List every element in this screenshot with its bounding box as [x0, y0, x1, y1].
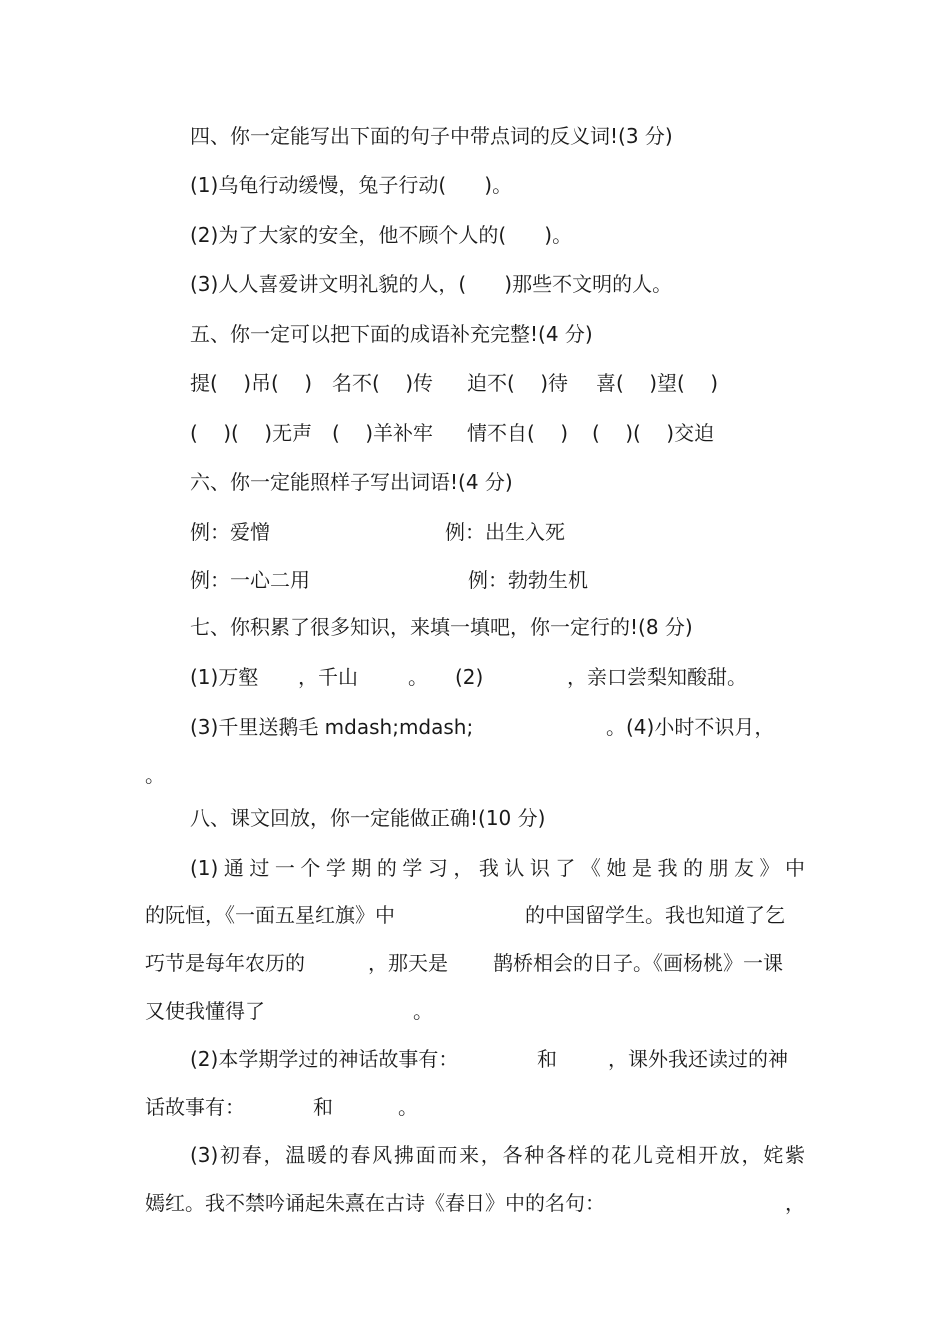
paragraph-segment: 的阮恒，《一面五星红旗》中 [145, 903, 395, 927]
fill-text: 。 [145, 763, 165, 787]
idiom-item: 迫不( )待 [467, 371, 569, 395]
fill-text: (3)千里送鹅毛 mdash;mdash; [190, 715, 474, 739]
section-6-title: 六、你一定能照样子写出词语!(4 分) [190, 470, 513, 494]
section-5-title: 五、你一定可以把下面的成语补充完整!(4 分) [190, 322, 593, 346]
section-7-title: 七、你积累了很多知识，来填一填吧，你一定行的!(8 分) [190, 615, 693, 639]
paragraph-segment: 。 [413, 999, 433, 1023]
paragraph-line: (1)通过一个学期的学习，我认识了《她是我的朋友》中 [190, 856, 805, 880]
paragraph-segment: 又使我懂得了 [145, 999, 265, 1023]
paragraph-segment: 和 [313, 1095, 333, 1119]
idiom-item: 情不自( ) [467, 421, 569, 445]
fill-text: ，千山 [298, 665, 358, 689]
fill-text: ，亲口尝梨知酸甜。 [567, 665, 747, 689]
paragraph-segment: 巧节是每年农历的 [145, 951, 305, 975]
fill-text: (1)万壑 [190, 665, 259, 689]
idiom-item: ( )( )交迫 [592, 421, 715, 445]
paragraph-segment: 。 [398, 1095, 418, 1119]
idiom-item: 名不( )传 [332, 371, 434, 395]
paragraph-segment: ，课外我还读过的神 [608, 1047, 788, 1071]
example-word: 例：一心二用 [190, 568, 310, 592]
section-4-question-3: (3)人人喜爱讲文明礼貌的人，( )那些不文明的人。 [190, 272, 673, 296]
paragraph-segment: 鹊桥相会的日子。《画杨桃》一课 [493, 951, 783, 975]
example-word: 例：出生入死 [445, 520, 565, 544]
section-4-question-1: (1)乌龟行动缓慢，兔子行动( )。 [190, 173, 513, 197]
paragraph-line: (3)初春，温暖的春风拂面而来，各种各样的花儿竞相开放，姹紫 [190, 1143, 805, 1167]
fill-text: 。(4)小时不识月， [606, 715, 775, 739]
paragraph-segment: 和 [537, 1047, 557, 1071]
example-word: 例：爱憎 [190, 520, 270, 544]
paragraph-segment: ，那天是 [368, 951, 448, 975]
example-word: 例：勃勃生机 [468, 568, 588, 592]
section-4-question-2: (2)为了大家的安全，他不顾个人的( )。 [190, 223, 573, 247]
section-4-title: 四、你一定能写出下面的句子中带点词的反义词!(3 分) [190, 124, 673, 148]
idiom-item: 提( )吊( ) [190, 371, 313, 395]
fill-text: 。 [408, 665, 428, 689]
paragraph-segment: 的中国留学生。我也知道了乞 [525, 903, 785, 927]
paragraph-segment: ， [785, 1191, 805, 1215]
paragraph-segment: (2)本学期学过的神话故事有： [190, 1047, 459, 1071]
idiom-item: ( )羊补牢 [332, 421, 434, 445]
fill-text: (2) [455, 665, 484, 689]
section-8-title: 八、课文回放，你一定能做正确!(10 分) [190, 806, 546, 830]
paragraph-segment: 话故事有： [145, 1095, 245, 1119]
paragraph-segment: 嫣红。我不禁吟诵起朱熹在古诗《春日》中的名句： [145, 1191, 605, 1215]
idiom-item: ( )( )无声 [190, 421, 313, 445]
idiom-item: 喜( )望( ) [596, 371, 719, 395]
